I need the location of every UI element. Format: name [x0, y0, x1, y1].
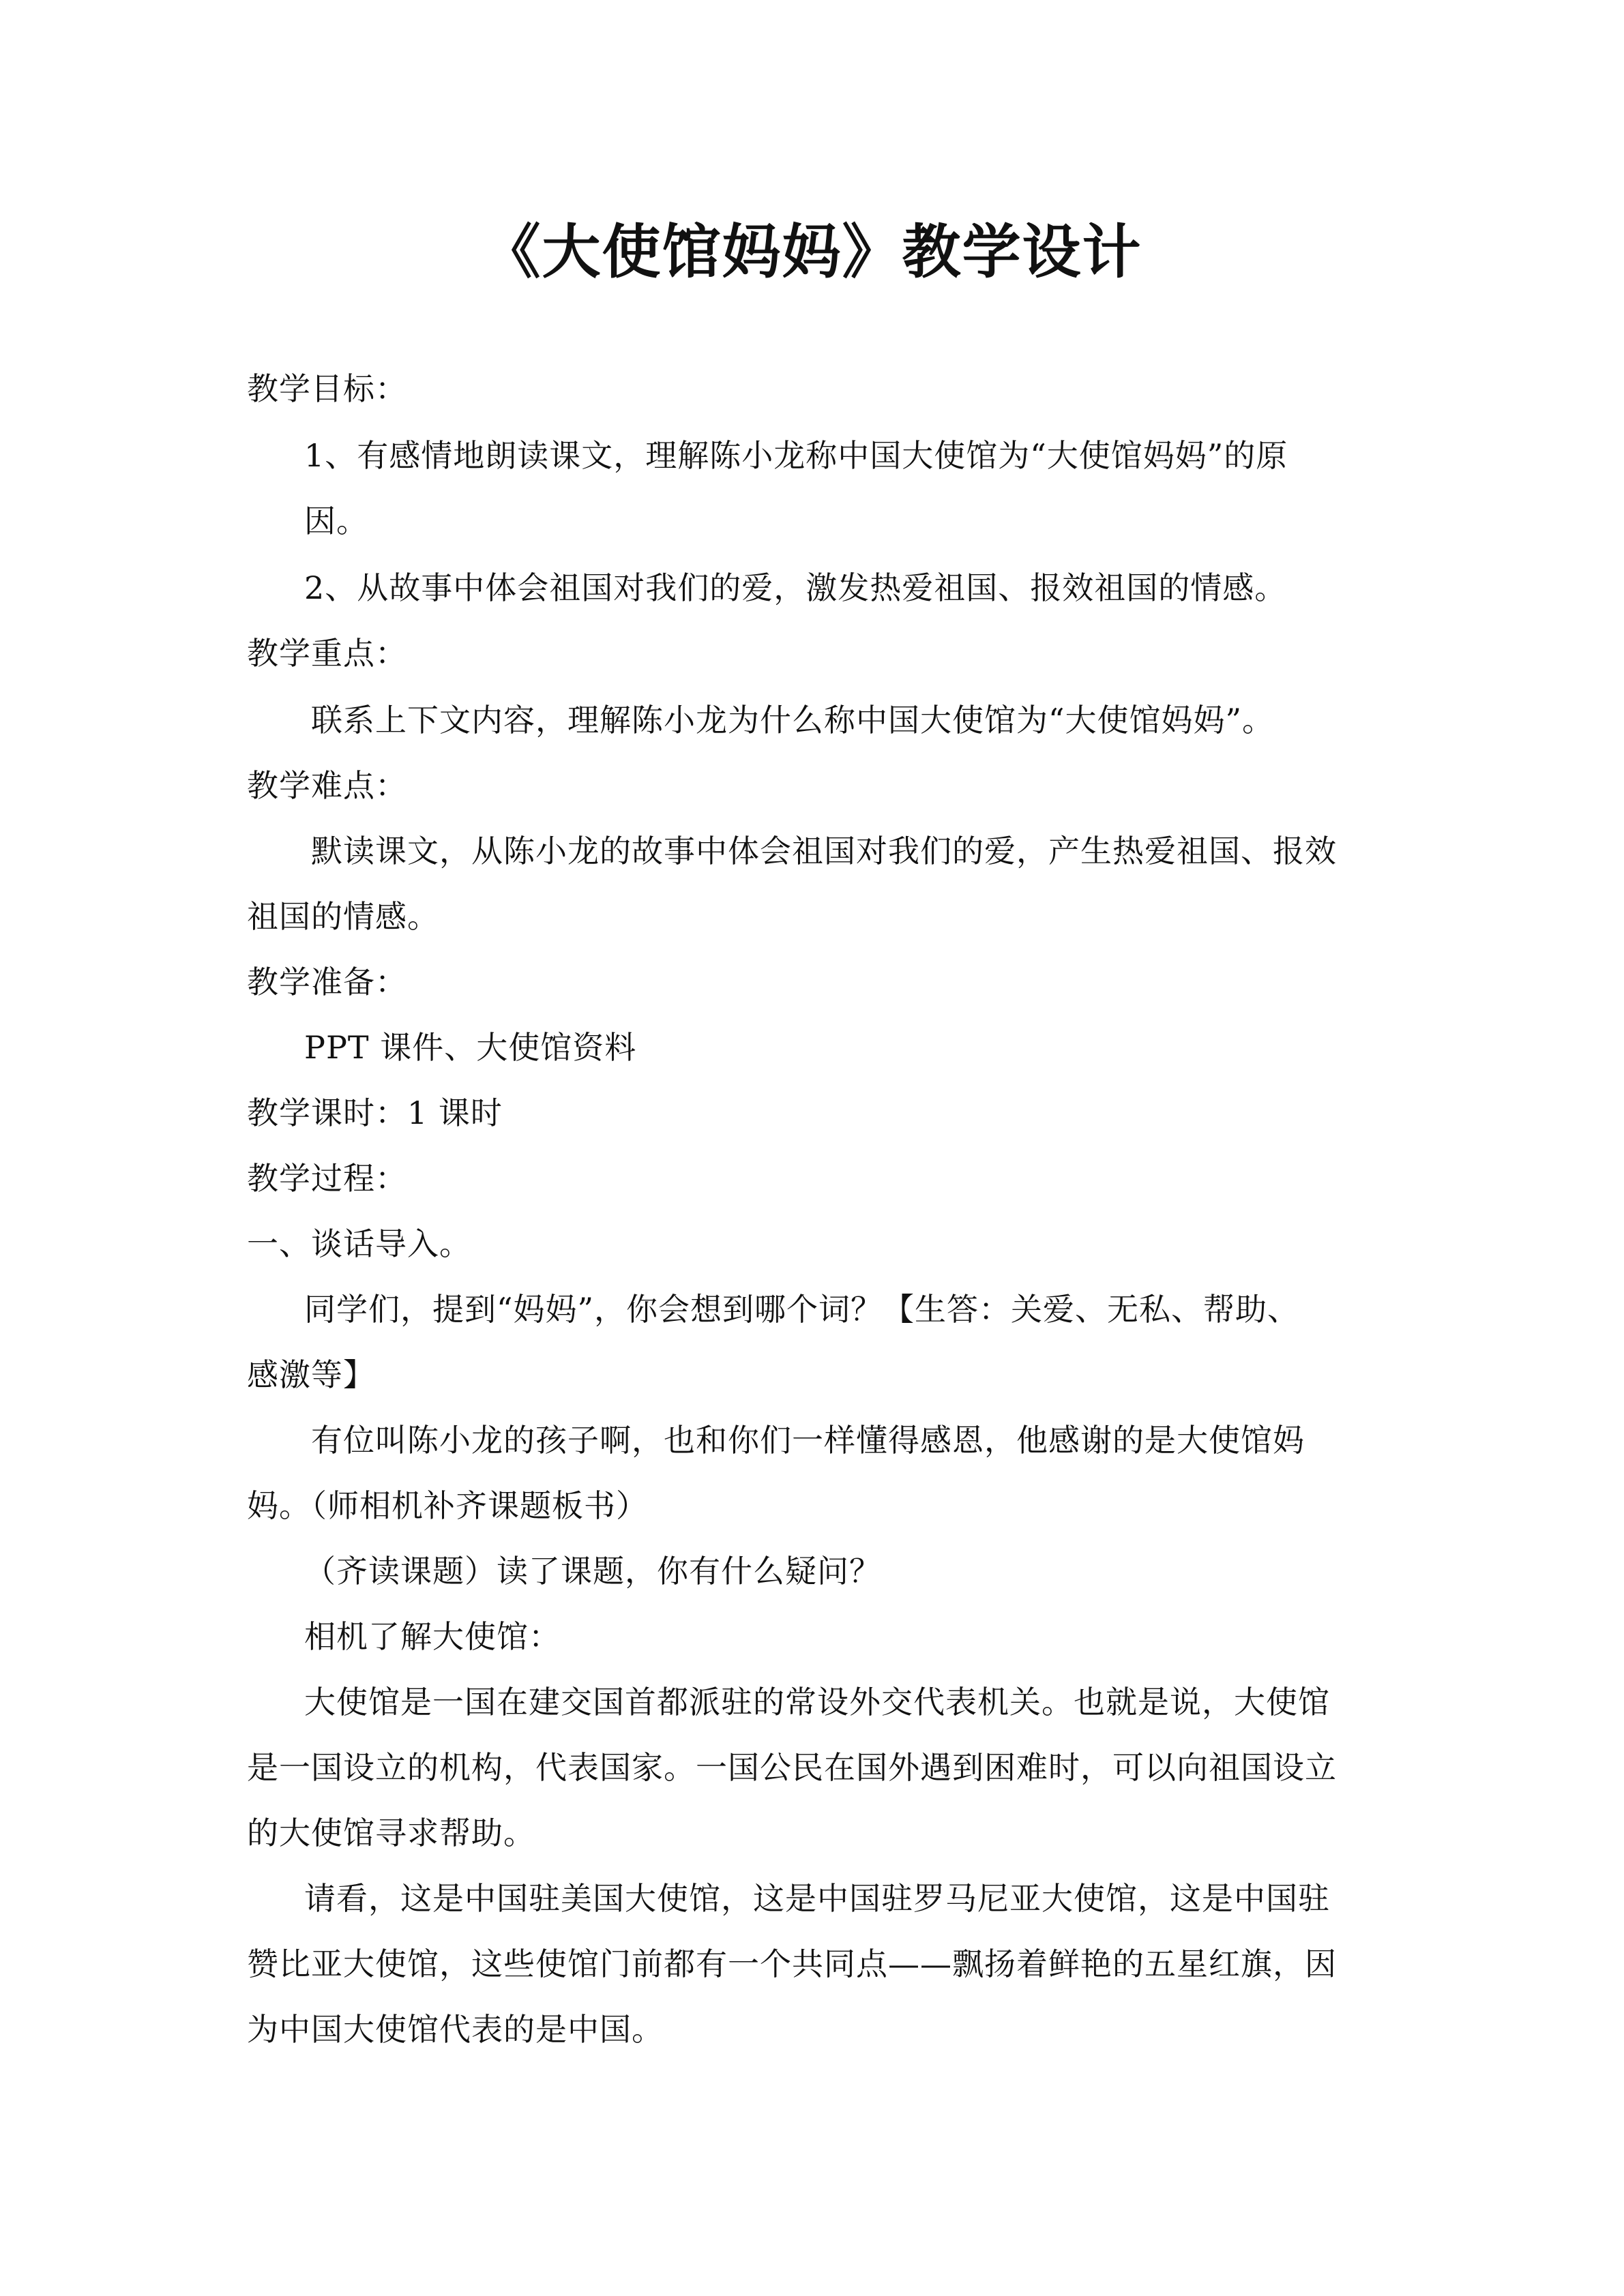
- para-3: （齐读课题）读了课题，你有什么疑问？: [304, 1553, 881, 1590]
- objective-1-line-1: 1、有感情地朗读课文，理解陈小龙称中国大使馆为“大使馆妈妈”的原: [304, 437, 1288, 474]
- heading-key-points: 教学重点：: [247, 635, 407, 672]
- objective-2: 2、从故事中体会祖国对我们的爱，激发热爱祖国、报效祖国的情感。: [304, 569, 1287, 606]
- para-5-line-3: 的大使馆寻求帮助。: [247, 1815, 535, 1851]
- para-1-line-1: 同学们，提到“妈妈”，你会想到哪个词？【生答：关爱、无私、帮助、: [304, 1291, 1300, 1328]
- para-5-line-2: 是一国设立的机构，代表国家。一国公民在国外遇到困难时，可以向祖国设立: [247, 1749, 1337, 1786]
- para-2-line-1: 有位叫陈小龙的孩子啊，也和你们一样懂得感恩，他感谢的是大使馆妈: [311, 1422, 1305, 1459]
- para-6-line-3: 为中国大使馆代表的是中国。: [247, 2011, 664, 2048]
- document-title: 《大使馆妈妈》教学设计: [482, 218, 1142, 286]
- para-4: 相机了解大使馆：: [304, 1618, 561, 1655]
- heading-objectives: 教学目标：: [247, 370, 407, 407]
- difficulties-line-1: 默读课文，从陈小龙的故事中体会祖国对我们的爱，产生热爱祖国、报效: [311, 833, 1337, 869]
- para-6-line-1: 请看，这是中国驻美国大使馆，这是中国驻罗马尼亚大使馆，这是中国驻: [304, 1880, 1330, 1917]
- lesson-hours: 教学课时：1 课时: [247, 1094, 503, 1131]
- difficulties-line-2: 祖国的情感。: [247, 898, 439, 935]
- key-points-text: 联系上下文内容，理解陈小龙为什么称中国大使馆为“大使馆妈妈”。: [311, 702, 1275, 739]
- para-2-line-2: 妈。（师相机补齐课题板书）: [247, 1487, 648, 1524]
- heading-difficulties: 教学难点：: [247, 767, 407, 804]
- para-6-line-2: 赞比亚大使馆，这些使馆门前都有一个共同点——飘扬着鲜艳的五星红旗，因: [247, 1945, 1337, 1982]
- heading-preparation: 教学准备：: [247, 964, 407, 1000]
- heading-process: 教学过程：: [247, 1160, 407, 1197]
- para-1-line-2: 感激等】: [247, 1356, 375, 1393]
- objective-1-line-2: 因。: [304, 503, 368, 539]
- section-1-heading: 一、谈话导入。: [247, 1225, 471, 1262]
- preparation-text: PPT 课件、大使馆资料: [304, 1029, 637, 1066]
- para-5-line-1: 大使馆是一国在建交国首都派驻的常设外交代表机关。也就是说，大使馆: [304, 1684, 1330, 1720]
